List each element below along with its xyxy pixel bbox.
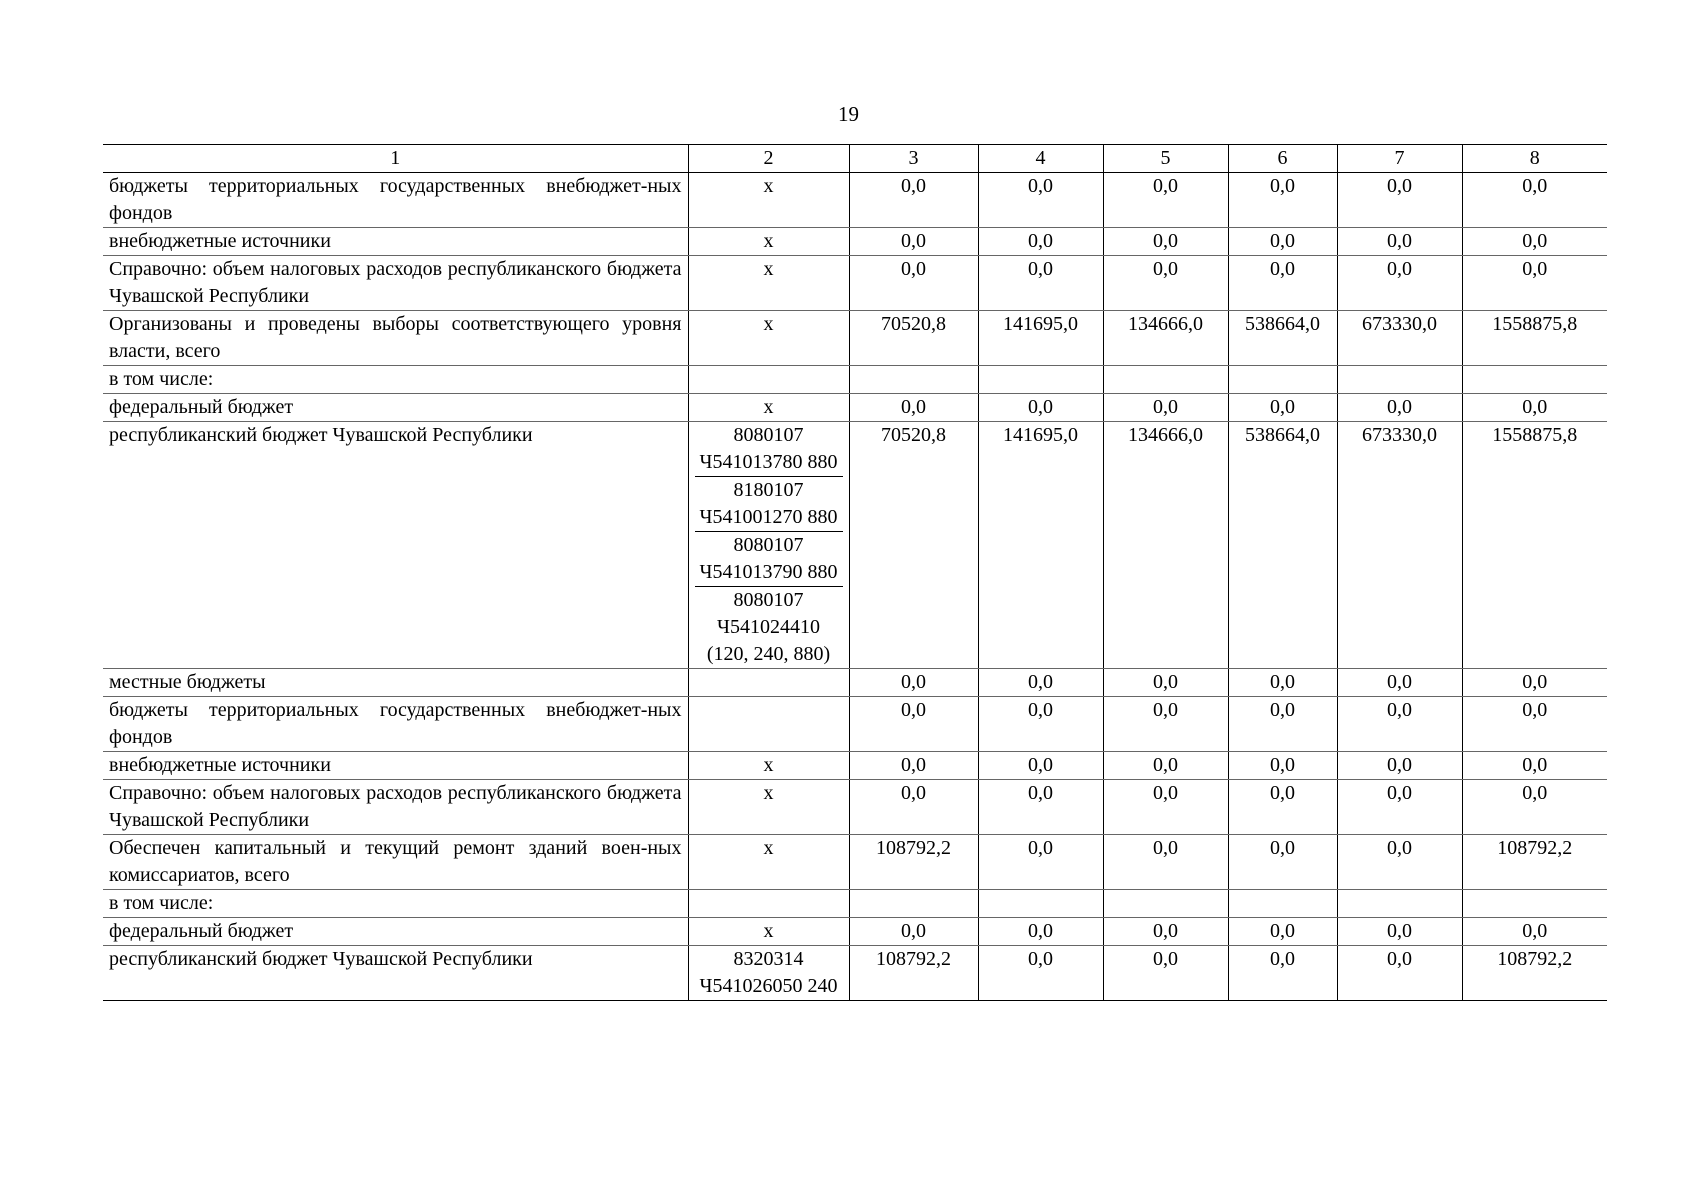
budget-classification-code: х [688, 256, 849, 311]
value-cell-col-5: 0,0 [1103, 697, 1228, 752]
value-cell-col-5: 0,0 [1103, 918, 1228, 946]
value-cell-col-3: 0,0 [849, 669, 978, 697]
table-row [103, 918, 1607, 946]
value-cell-col-7: 0,0 [1337, 752, 1462, 780]
budget-classification-code: х [688, 752, 849, 780]
column-number: 2 [688, 145, 849, 173]
value-cell-col-4: 141695,0 [978, 311, 1103, 366]
value-cell-col-6: 0,0 [1228, 256, 1337, 311]
column-number: 3 [849, 145, 978, 173]
value-cell-col-8: 0,0 [1462, 228, 1607, 256]
column-number: 7 [1337, 145, 1462, 173]
value-cell-col-7: 0,0 [1337, 780, 1462, 835]
row-label: в том числе: [103, 366, 688, 394]
value-cell-col-3: 0,0 [849, 228, 978, 256]
value-cell-col-8: 0,0 [1462, 780, 1607, 835]
value-cell-col-6: 0,0 [1228, 835, 1337, 890]
row-label: федеральный бюджет [103, 394, 688, 422]
value-cell-col-3: 0,0 [849, 256, 978, 311]
value-cell-col-6: 538664,0 [1228, 311, 1337, 366]
budget-classification-code [688, 422, 849, 669]
value-cell-col-8: 0,0 [1462, 697, 1607, 752]
value-cell-col-3: 0,0 [849, 697, 978, 752]
value-cell-col-8: 0,0 [1462, 173, 1607, 228]
code-block: 8080107 Ч541013790 880 [695, 531, 843, 586]
table-row [103, 752, 1607, 780]
row-label: Организованы и проведены выборы соответствующего уровня власти, всего [103, 311, 688, 366]
value-cell-col-4: 0,0 [978, 752, 1103, 780]
value-cell-col-8: 0,0 [1462, 752, 1607, 780]
table-row [103, 228, 1607, 256]
value-cell-col-8 [1462, 890, 1607, 918]
budget-classification-code [688, 669, 849, 697]
budget-classification-code [688, 697, 849, 752]
value-cell-col-3: 0,0 [849, 394, 978, 422]
value-cell-col-5: 0,0 [1103, 228, 1228, 256]
row-label: бюджеты территориальных государственных внебюджет-ных фондов [103, 697, 688, 752]
column-number: 5 [1103, 145, 1228, 173]
value-cell-col-7: 0,0 [1337, 918, 1462, 946]
table-row [103, 394, 1607, 422]
value-cell-col-5 [1103, 366, 1228, 394]
value-cell-col-6: 538664,0 [1228, 422, 1337, 669]
value-cell-col-5: 0,0 [1103, 173, 1228, 228]
value-cell-col-3: 70520,8 [849, 311, 978, 366]
row-label: внебюджетные источники [103, 752, 688, 780]
value-cell-col-8: 108792,2 [1462, 946, 1607, 1001]
column-number: 6 [1228, 145, 1337, 173]
value-cell-col-7: 0,0 [1337, 228, 1462, 256]
value-cell-col-4 [978, 366, 1103, 394]
value-cell-col-8: 0,0 [1462, 394, 1607, 422]
value-cell-col-3: 0,0 [849, 173, 978, 228]
value-cell-col-7: 0,0 [1337, 835, 1462, 890]
value-cell-col-6 [1228, 890, 1337, 918]
column-number: 4 [978, 145, 1103, 173]
value-cell-col-3: 70520,8 [849, 422, 978, 669]
value-cell-col-8: 0,0 [1462, 918, 1607, 946]
value-cell-col-7: 0,0 [1337, 256, 1462, 311]
value-cell-col-6: 0,0 [1228, 918, 1337, 946]
row-label: Справочно: объем налоговых расходов республиканского бюджета Чувашской Республики [103, 780, 688, 835]
budget-classification-code: х [688, 173, 849, 228]
value-cell-col-8: 0,0 [1462, 256, 1607, 311]
code-block: 8180107 Ч541001270 880 [695, 476, 843, 531]
budget-table [103, 144, 1607, 1001]
value-cell-col-8: 1558875,8 [1462, 422, 1607, 669]
value-cell-col-4: 0,0 [978, 228, 1103, 256]
budget-classification-code: х [688, 394, 849, 422]
value-cell-col-4: 0,0 [978, 835, 1103, 890]
table-row [103, 422, 1607, 669]
row-label: Обеспечен капитальный и текущий ремонт зданий воен-ных комиссариатов, всего [103, 835, 688, 890]
budget-classification-code: х [688, 780, 849, 835]
table-row [103, 780, 1607, 835]
value-cell-col-6: 0,0 [1228, 780, 1337, 835]
budget-classification-code [688, 890, 849, 918]
table-row [103, 173, 1607, 228]
code-block: 8080107 Ч541013780 880 [699, 424, 838, 473]
value-cell-col-5: 0,0 [1103, 780, 1228, 835]
table-row [103, 669, 1607, 697]
value-cell-col-3 [849, 366, 978, 394]
value-cell-col-5: 134666,0 [1103, 311, 1228, 366]
budget-classification-code: х [688, 311, 849, 366]
budget-classification-code: х [688, 918, 849, 946]
value-cell-col-7: 0,0 [1337, 394, 1462, 422]
table-body [103, 173, 1607, 1001]
column-number: 1 [103, 145, 688, 173]
value-cell-col-6: 0,0 [1228, 946, 1337, 1001]
value-cell-col-6: 0,0 [1228, 752, 1337, 780]
value-cell-col-5: 0,0 [1103, 256, 1228, 311]
table-row [103, 835, 1607, 890]
value-cell-col-7: 673330,0 [1337, 311, 1462, 366]
value-cell-col-3: 0,0 [849, 918, 978, 946]
value-cell-col-3: 0,0 [849, 780, 978, 835]
table-row [103, 890, 1607, 918]
value-cell-col-7 [1337, 890, 1462, 918]
column-number-row [103, 145, 1607, 173]
table-row [103, 946, 1607, 1001]
value-cell-col-5: 0,0 [1103, 669, 1228, 697]
value-cell-col-7: 0,0 [1337, 946, 1462, 1001]
value-cell-col-4: 141695,0 [978, 422, 1103, 669]
value-cell-col-6: 0,0 [1228, 173, 1337, 228]
row-label: Справочно: объем налоговых расходов республиканского бюджета Чувашской Республики [103, 256, 688, 311]
value-cell-col-5 [1103, 890, 1228, 918]
budget-classification-code: 8320314 Ч541026050 240 [688, 946, 849, 1001]
row-label: внебюджетные источники [103, 228, 688, 256]
value-cell-col-4: 0,0 [978, 918, 1103, 946]
row-label: федеральный бюджет [103, 918, 688, 946]
value-cell-col-5: 0,0 [1103, 835, 1228, 890]
value-cell-col-4 [978, 890, 1103, 918]
value-cell-col-4: 0,0 [978, 669, 1103, 697]
budget-classification-code [688, 366, 849, 394]
value-cell-col-4: 0,0 [978, 173, 1103, 228]
value-cell-col-7: 673330,0 [1337, 422, 1462, 669]
budget-classification-code: х [688, 228, 849, 256]
budget-classification-code: х [688, 835, 849, 890]
value-cell-col-4: 0,0 [978, 946, 1103, 1001]
value-cell-col-8: 108792,2 [1462, 835, 1607, 890]
value-cell-col-3: 108792,2 [849, 835, 978, 890]
code-block: 8080107 Ч541024410 (120, 240, 880) [695, 586, 843, 668]
value-cell-col-3 [849, 890, 978, 918]
value-cell-col-5: 0,0 [1103, 752, 1228, 780]
value-cell-col-4: 0,0 [978, 256, 1103, 311]
value-cell-col-7: 0,0 [1337, 669, 1462, 697]
value-cell-col-6: 0,0 [1228, 228, 1337, 256]
value-cell-col-4: 0,0 [978, 780, 1103, 835]
value-cell-col-4: 0,0 [978, 394, 1103, 422]
value-cell-col-7: 0,0 [1337, 173, 1462, 228]
value-cell-col-3: 0,0 [849, 752, 978, 780]
value-cell-col-5: 134666,0 [1103, 422, 1228, 669]
value-cell-col-8: 1558875,8 [1462, 311, 1607, 366]
value-cell-col-6 [1228, 366, 1337, 394]
row-label: в том числе: [103, 890, 688, 918]
page-number: 19 [838, 102, 859, 126]
table-row [103, 366, 1607, 394]
row-label: бюджеты территориальных государственных внебюджет-ных фондов [103, 173, 688, 228]
value-cell-col-4: 0,0 [978, 697, 1103, 752]
table-row [103, 311, 1607, 366]
row-label: республиканский бюджет Чувашской Республики [103, 422, 688, 669]
value-cell-col-6: 0,0 [1228, 697, 1337, 752]
table-row [103, 256, 1607, 311]
value-cell-col-6: 0,0 [1228, 669, 1337, 697]
value-cell-col-3: 108792,2 [849, 946, 978, 1001]
value-cell-col-8 [1462, 366, 1607, 394]
value-cell-col-8: 0,0 [1462, 669, 1607, 697]
value-cell-col-7 [1337, 366, 1462, 394]
value-cell-col-5: 0,0 [1103, 946, 1228, 1001]
value-cell-col-5: 0,0 [1103, 394, 1228, 422]
column-number: 8 [1462, 145, 1607, 173]
row-label: местные бюджеты [103, 669, 688, 697]
row-label: республиканский бюджет Чувашской Республики [103, 946, 688, 1001]
value-cell-col-7: 0,0 [1337, 697, 1462, 752]
value-cell-col-6: 0,0 [1228, 394, 1337, 422]
table-row [103, 697, 1607, 752]
